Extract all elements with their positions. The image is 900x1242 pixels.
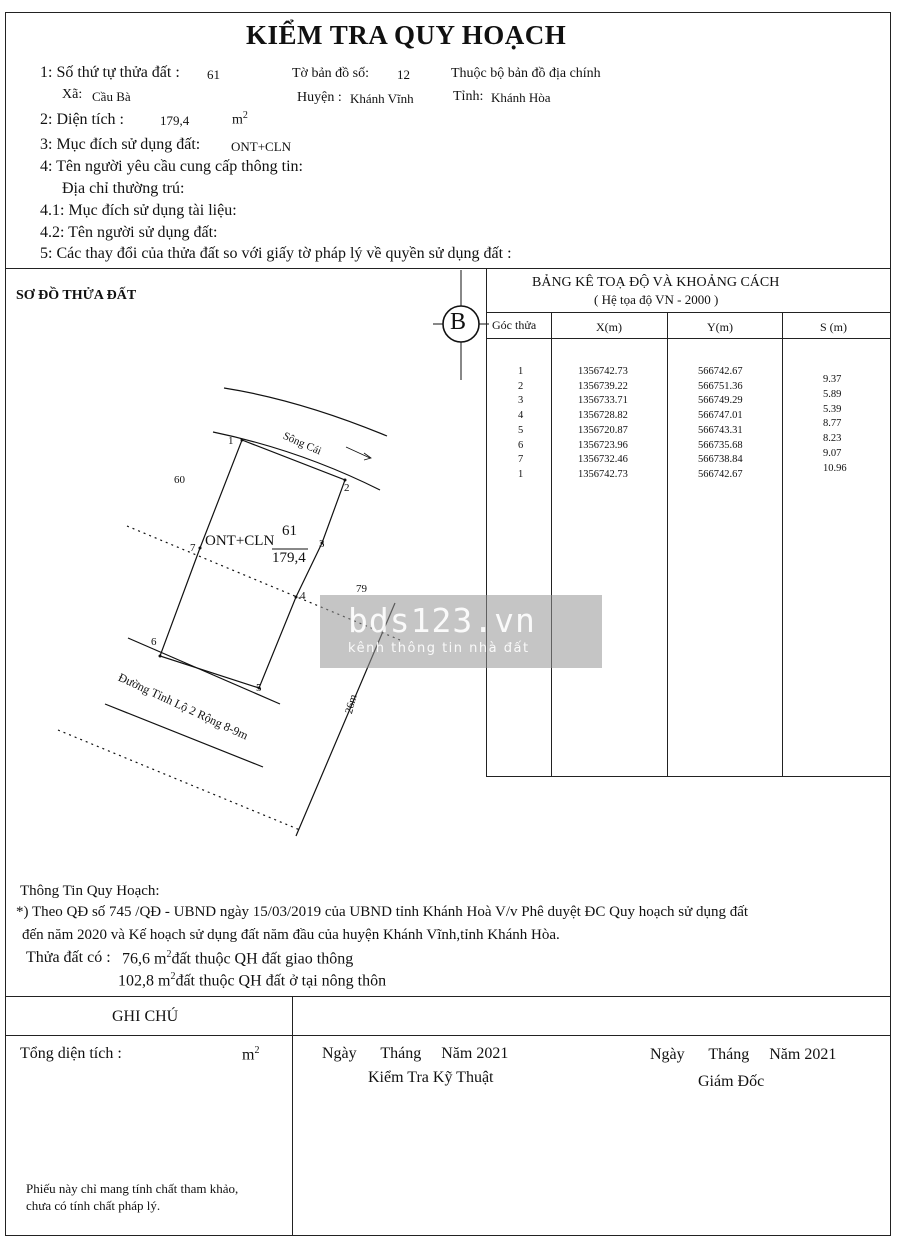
coord-x: 1356732.46 — [578, 454, 628, 466]
disclaimer-line-1: Phiếu này chỉ mang tính chất tham khảo, — [26, 1181, 239, 1196]
requester-name-line: 4: Tên người yêu cầu cung cấp thông tin: — [40, 158, 303, 175]
coord-y: 566742.67 — [698, 366, 743, 377]
notes-title: GHI CHÚ — [112, 1008, 179, 1025]
area-unit: $m^2$ — [232, 110, 248, 128]
vertex-4 — [295, 596, 298, 599]
coord-distance: 8.77 — [823, 418, 842, 430]
vertex-label-2: 2 — [344, 482, 350, 494]
parcel-number-label: 1: Số thứ tự thửa đất : — [40, 64, 180, 81]
area-label: 2: Diện tích : — [40, 111, 124, 128]
coord-distance: 9.07 — [823, 448, 842, 459]
map-sheet-label: Tờ bản đồ số: — [292, 66, 370, 81]
planning-item-residential: 102,8 $m^2đất$ thuộc QH đất ở tại nông thôn — [118, 971, 387, 990]
column-header-corner: Góc thửa — [492, 318, 537, 332]
total-area-label: Tổng diện tích : — [20, 1045, 122, 1062]
vertex-label-5: 5 — [256, 682, 262, 694]
technical-check-role: Kiểm Tra Kỹ Thuật — [368, 1069, 494, 1086]
land-use-purpose-value: ONT+CLN — [231, 139, 292, 154]
parcel-area: 179,4 — [272, 550, 306, 566]
date-director: Ngày Tháng Năm 2021 — [650, 1046, 837, 1063]
date-technical-check: Ngày Tháng Năm 2021 — [322, 1045, 509, 1062]
column-header-y: Y(m) — [707, 320, 733, 334]
divider-notes — [5, 1035, 891, 1036]
north-label: B — [450, 309, 467, 335]
coord-point: 5 — [518, 424, 524, 436]
watermark-banner — [320, 595, 602, 668]
planning-title: Thông Tin Quy Hoạch: — [20, 883, 160, 899]
coord-x: 1356720.87 — [578, 424, 628, 436]
coord-point: 4 — [518, 410, 524, 422]
coord-x: 1356739.22 — [578, 380, 628, 392]
table-col-divider-2 — [667, 312, 668, 776]
coord-point: 1 — [518, 366, 524, 377]
planning-item-transport: 76,6 $m^2đất$ thuộc QH đất giao thông — [122, 949, 354, 968]
planning-decision-line-2: đến năm 2020 và Kế hoạch sử dụng đất năm đầu của huyện Khánh Vĩnh,tỉnh Khánh Hòa. — [22, 927, 560, 943]
divider-header — [5, 268, 891, 269]
coord-x: 1356728.82 — [578, 410, 628, 422]
coord-point: 1 — [518, 468, 524, 480]
page-title: KIỂM TRA QUY HOẠCH — [246, 20, 567, 50]
coord-distance: 10.96 — [823, 462, 847, 474]
cadastral-map-set: Thuộc bộ bản đồ địa chính — [451, 66, 601, 81]
coord-y: 566738.84 — [698, 454, 743, 466]
table-header-bottom — [486, 338, 890, 339]
coord-x: 1356742.73 — [578, 366, 628, 377]
vertex-label-6: 6 — [151, 636, 157, 648]
coord-x: 1356723.96 — [578, 439, 628, 451]
coord-y: 566743.31 — [698, 424, 743, 436]
table-header-top — [486, 312, 890, 313]
vertex-label-7: 7 — [190, 542, 196, 554]
table-border-bottom — [486, 776, 890, 777]
changes-line: 5: Các thay đổi của thửa đất so với giấy tờ pháp lý về quyền sử dụng đất : — [40, 245, 512, 262]
diagram-title: SƠ ĐỒ THỬA ĐẤT — [16, 288, 137, 303]
coord-y: 566747.01 — [698, 410, 743, 422]
vertex-label-3: 3 — [319, 538, 325, 550]
coord-y: 566742.67 — [698, 468, 743, 480]
disclaimer-line-2: chưa có tính chất pháp lý. — [26, 1198, 161, 1213]
vertex-label-1: 1 — [228, 435, 234, 447]
table-col-divider-3 — [782, 312, 783, 776]
coord-point: 3 — [518, 395, 524, 407]
coord-point: 2 — [518, 380, 524, 392]
coord-distance: 5.89 — [823, 388, 842, 400]
province-value: Khánh Hòa — [491, 90, 551, 105]
coord-table-title: BẢNG KÊ TOẠ ĐỘ VÀ KHOẢNG CÁCH — [532, 275, 780, 290]
director-role: Giám Đốc — [698, 1073, 765, 1090]
document-purpose-line: 4.1: Mục đích sử dụng tài liệu: — [40, 202, 237, 219]
neighbor-parcel-left: 60 — [174, 474, 185, 486]
column-header-distance: S (m) — [820, 320, 847, 334]
planning-item-prefix: Thửa đất có : — [26, 949, 111, 966]
district-label: Huyện : — [297, 90, 342, 105]
vertex-1 — [241, 439, 244, 442]
coord-y: 566751.36 — [698, 380, 743, 392]
coord-table-subtitle: ( Hệ tọa độ VN - 2000 ) — [594, 292, 719, 307]
commune-value: Cầu Bà — [92, 89, 131, 104]
district-value: Khánh Vĩnh — [350, 91, 414, 106]
parcel-number: 61 — [282, 523, 297, 539]
table-border-left — [486, 268, 487, 776]
commune-label: Xã: — [62, 87, 83, 102]
river-label: Sông Cái — [281, 430, 324, 458]
coord-y: 566749.29 — [698, 395, 743, 407]
land-user-name-line: 4.2: Tên người sử dụng đất: — [40, 224, 218, 241]
river-flow-arrow — [346, 447, 370, 458]
coord-distance: 9.37 — [823, 374, 842, 385]
watermark-sub: kênh thông tin nhà đất — [348, 641, 530, 656]
coord-x: 1356733.71 — [578, 395, 628, 407]
vertex-6 — [159, 655, 162, 658]
coord-distance: 5.39 — [823, 403, 842, 415]
river-bank-upper — [224, 388, 387, 436]
land-use-purpose-label: 3: Mục đích sử dụng đất: — [40, 136, 201, 153]
parcel-diagram — [0, 270, 486, 850]
province-label: Tỉnh: — [453, 89, 484, 104]
coord-point: 7 — [518, 454, 524, 466]
divider-notes-vertical — [292, 996, 293, 1236]
vertex-label-4: 4 — [300, 590, 306, 602]
neighbor-parcel-right: 79 — [356, 583, 367, 595]
coord-point: 6 — [518, 439, 524, 451]
area-value: 179,4 — [160, 113, 190, 128]
parcel-land-use: ONT+CLN — [205, 533, 275, 549]
divider-planning — [5, 996, 891, 997]
permanent-address-line: Địa chỉ thường trú: — [62, 180, 185, 197]
coord-distance: 8.23 — [823, 433, 842, 445]
column-header-x: X(m) — [596, 320, 622, 334]
coord-x: 1356742.73 — [578, 468, 628, 480]
map-sheet-value: 12 — [397, 67, 410, 82]
total-area-unit: $m^2$ — [242, 1045, 260, 1064]
vertex-7 — [199, 547, 202, 550]
planning-dotted-line-2 — [58, 730, 300, 830]
road-label: Đường Tỉnh Lộ 2 Rộng 8-9m — [116, 670, 251, 743]
parcel-vertices — [159, 439, 347, 690]
watermark-main: bds123.vn — [348, 601, 536, 640]
coord-y: 566735.68 — [698, 439, 743, 451]
distance-label: 26m — [343, 693, 360, 716]
table-col-divider-1 — [551, 312, 552, 776]
parcel-number-value: 61 — [207, 67, 220, 82]
parcel-polygon — [160, 440, 345, 688]
planning-decision-line: *) Theo QĐ số 745 /QĐ - UBND ngày 15/03/2019 của UBND tỉnh Khánh Hoà V/v Phê duyệt ĐC Quy hoạch sử dụng đất — [16, 904, 749, 920]
